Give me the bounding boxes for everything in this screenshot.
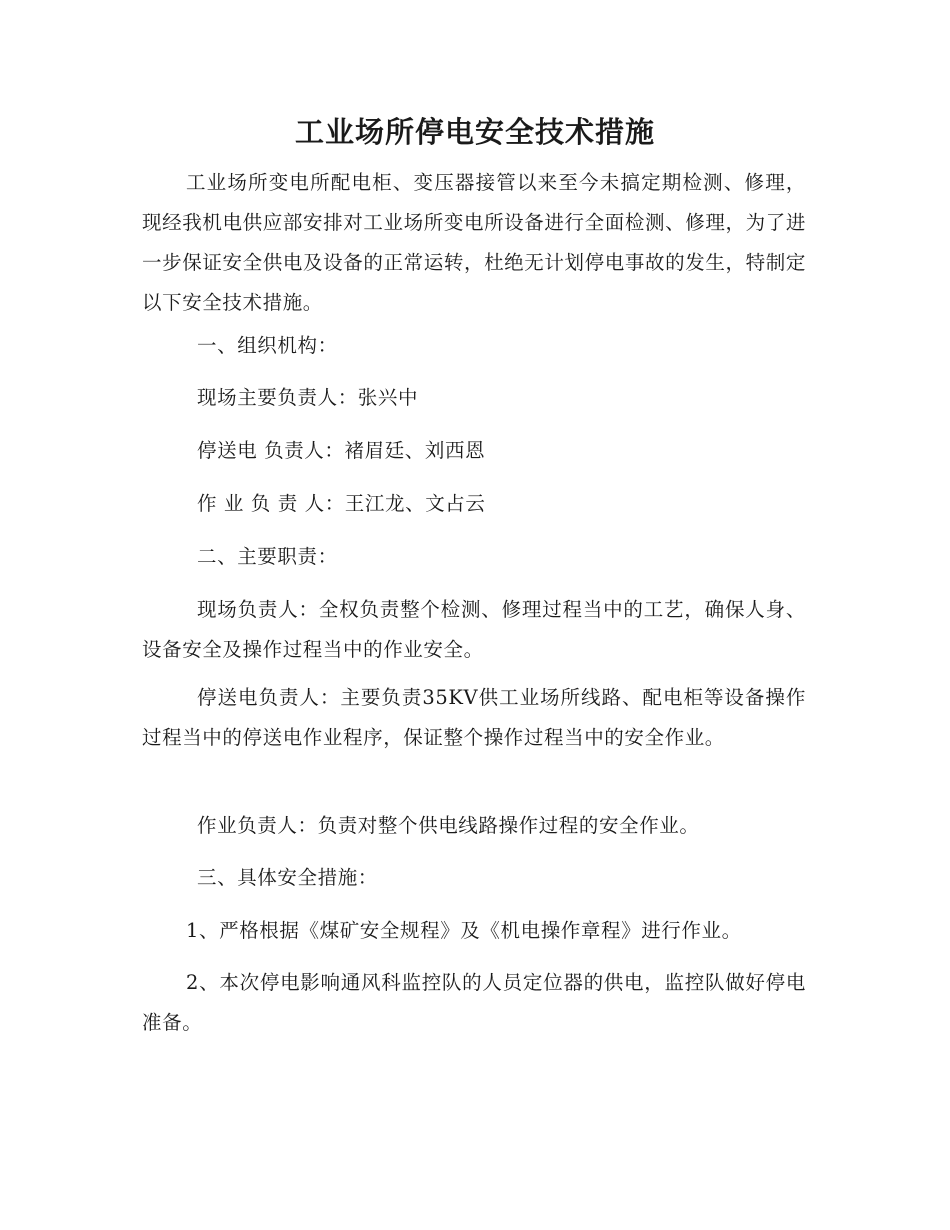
document-title: 工业场所停电安全技术措施 (294, 115, 655, 149)
intro-paragraph: 工业场所变电所配电柜、变压器接管以来至今未搞定期检测、修理，现经我机电供应部安排对工业场所变电所设备进行全面检测、修理，为了进一步保证安全供电及设备的正常运转，杜绝无计划停电事故的发生，特制定以下安全技术措施。 (142, 171, 806, 314)
duty-work-lead: 作业负责人：负责对整个供电线路操作过程的安全作业。 (197, 814, 700, 837)
duty-site-lead: 现场负责人：全权负责整个检测、修理过程当中的工艺，确保人身、设备安全及操作过程当中的作业安全。 (142, 598, 806, 661)
section-heading-measures: 三、具体安全措施： (197, 866, 378, 889)
section-heading-duties: 二、主要职责： (197, 545, 338, 568)
org-site-lead: 现场主要负责人：张兴中 (197, 386, 419, 409)
measure-item-1: 1、严格根据《煤矿安全规程》及《机电操作章程》进行作业。 (186, 919, 742, 942)
org-work-lead: 作 业 负 责 人：王江龙、文占云 (197, 492, 486, 515)
org-power-lead: 停送电 负责人：褚眉廷、刘西恩 (197, 439, 486, 462)
section-heading-organization: 一、组织机构： (197, 334, 338, 357)
measure-item-2: 2、本次停电影响通风科监控队的人员定位器的供电，监控队做好停电准备。 (142, 971, 806, 1034)
duty-power-lead: 停送电负责人：主要负责35KV供工业场所线路、配电柜等设备操作过程当中的停送电作业程序，保证整个操作过程当中的安全作业。 (142, 686, 806, 749)
